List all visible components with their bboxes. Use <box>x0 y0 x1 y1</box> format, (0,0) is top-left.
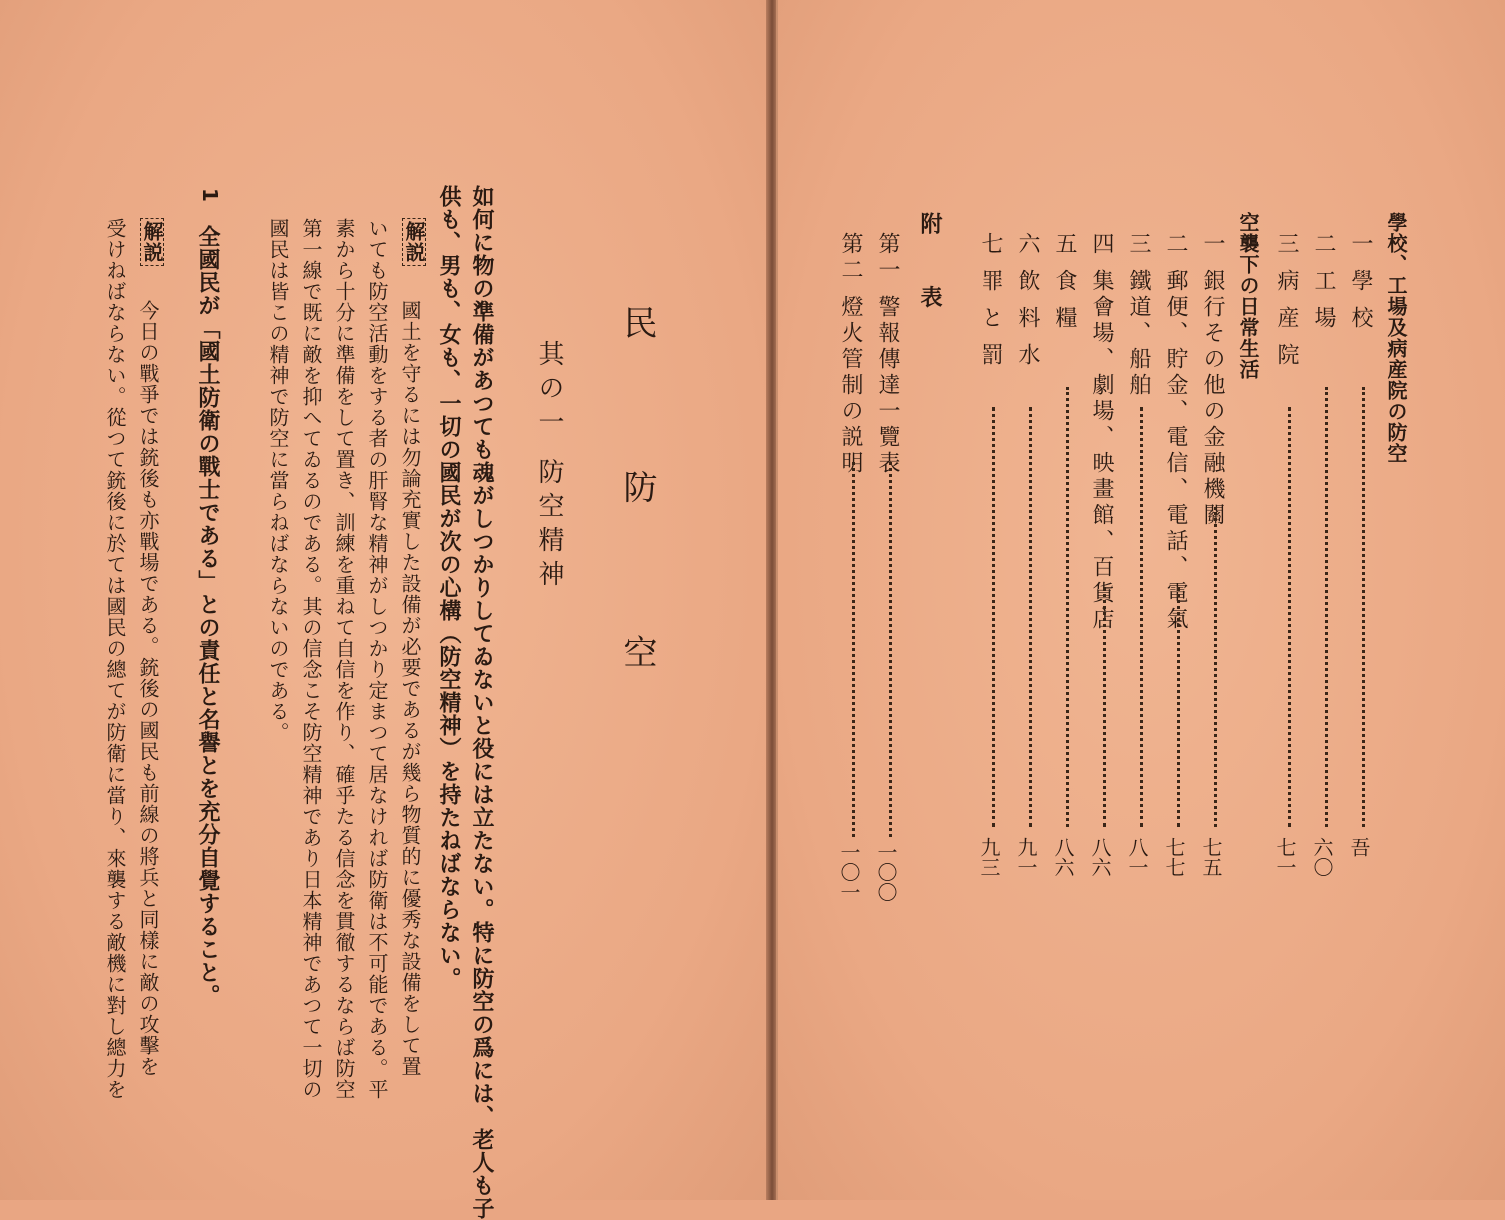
leader-dots <box>1066 387 1069 827</box>
toc-page-number: 一〇〇 <box>874 842 898 902</box>
toc-entry-label: 三 鐵道、船舶 <box>1126 232 1151 399</box>
kaisetsu-label: 解説 <box>402 218 426 266</box>
toc-entry-label: 六 飲 料 水 <box>1015 232 1040 369</box>
leader-dots <box>1214 507 1217 827</box>
leader-dots <box>852 462 855 837</box>
toc-page-number: 七五 <box>1199 837 1223 877</box>
toc-entry-post[interactable] <box>1162 232 1194 877</box>
kaisetsu-text-col1: 國土を守るには勿論充實した設備が必要であるが幾ら物質的に優秀な設備をして置 <box>398 300 422 1077</box>
toc-entry-label: 一 銀行その他の金融機關 <box>1200 232 1225 529</box>
toc-entry-banks[interactable] <box>1199 232 1231 877</box>
page-title: 民 防 空 <box>617 305 657 729</box>
toc-entry-crime[interactable] <box>977 232 1009 877</box>
leader-dots <box>992 407 995 827</box>
leader-dots <box>889 462 892 837</box>
kaisetsu-text-col3: 素から十分に準備をして置き、訓練を重ねて自信を作り、確乎たる信念を貫徹するならば防空 <box>332 218 356 1100</box>
toc-entry-blackout[interactable] <box>837 232 869 902</box>
toc-entry-school[interactable] <box>1349 232 1379 872</box>
toc-page-number: 八一 <box>1125 837 1149 877</box>
toc-entry-label: 第一 警報傳達一覽表 <box>875 232 900 477</box>
leader-dots <box>1140 407 1143 827</box>
toc-entry-hospital[interactable] <box>1273 232 1305 877</box>
toc-entry-label: 二 郵便、貯金、電信、電話、電氣 <box>1163 232 1188 633</box>
toc-page-number: 吾 <box>1347 837 1371 857</box>
leader-dots <box>1288 407 1291 827</box>
right-page <box>776 0 1505 1200</box>
item-number: 1 <box>198 188 222 203</box>
kaisetsu-text-col5: 國民は皆この精神で防空に當らねばならないのである。 <box>266 218 290 743</box>
toc-page-number: 九一 <box>1014 837 1038 877</box>
toc-page-number: 七一 <box>1273 837 1297 877</box>
toc-page-number: 一〇一 <box>837 842 861 902</box>
toc-entry-label: 三 病 産 院 <box>1274 232 1299 369</box>
toc-entry-alarm-table[interactable] <box>874 232 906 902</box>
toc-entry-label: 五 食 糧 <box>1052 232 1077 332</box>
leader-dots <box>1029 407 1032 827</box>
toc-section-title-2: 空襲下の日常生活 <box>1236 212 1260 380</box>
toc-page-number: 八六 <box>1051 837 1075 877</box>
leader-dots <box>1103 587 1106 827</box>
rule-text-col1: 如何に物の準備があつても魂がしつかりしてゐないと役には立たない。特に防空の爲には、老人も子 <box>469 185 494 1220</box>
toc-appendix-title: 附 表 <box>917 212 942 330</box>
leader-dots <box>1177 587 1180 827</box>
item-text: 全國民が「國土防衛の戰士である」との責任と名譽とを充分自覺すること。 <box>195 225 220 1007</box>
kaisetsu2-text-col2: 受けねばならない。從つて銃後に於ては國民の總てが防衛に當り、來襲する敵機に對し總力を <box>103 218 127 1100</box>
kaisetsu-text-col2: いても防空活動をする者の肝腎な精神がしつかり定まつて居なければ防衛は不可能である。平 <box>365 218 389 1100</box>
leader-dots <box>1362 387 1365 827</box>
toc-page-number: 九三 <box>977 837 1001 877</box>
toc-page-number: 七七 <box>1162 837 1186 877</box>
toc-entry-label: 二 工 場 <box>1311 232 1336 332</box>
toc-section-title-1: 學校、工場及病産院の防空 <box>1384 212 1408 464</box>
toc-entry-factory[interactable] <box>1310 232 1342 877</box>
toc-entry-label: 第二 燈火管制の説明 <box>838 232 863 477</box>
toc-entry-food[interactable] <box>1051 232 1083 877</box>
rule-text-col2: 供も、男も、女も、一切の國民が次の心構（防空精神）を持たねばならない。 <box>436 185 461 990</box>
toc-entry-label: 七 罪 と 罰 <box>978 232 1003 369</box>
toc-page-number: 六〇 <box>1310 837 1334 877</box>
kaisetsu2-text-col1: 今日の戰爭では銃後も亦戰場である。銃後の國民も前線の將兵と同樣に敵の攻擊を <box>136 300 160 1077</box>
chapter-heading: 其の一 防空精神 <box>534 340 564 595</box>
toc-entry-assembly[interactable] <box>1088 232 1120 877</box>
kaisetsu-text-col4: 第一線で既に敵を抑へてゐるのである。其の信念こそ防空精神であり日本精神であつて一切の <box>299 218 323 1100</box>
kaisetsu-label-2: 解説 <box>140 218 164 266</box>
toc-entry-label: 一 學 校 <box>1348 232 1373 332</box>
toc-page-number: 八六 <box>1088 837 1112 877</box>
leader-dots <box>1325 387 1328 827</box>
toc-entry-water[interactable] <box>1014 232 1046 877</box>
toc-entry-railway[interactable] <box>1125 232 1157 877</box>
toc-entry-label: 四 集會場、劇場、映畫館、百貨店 <box>1089 232 1114 633</box>
